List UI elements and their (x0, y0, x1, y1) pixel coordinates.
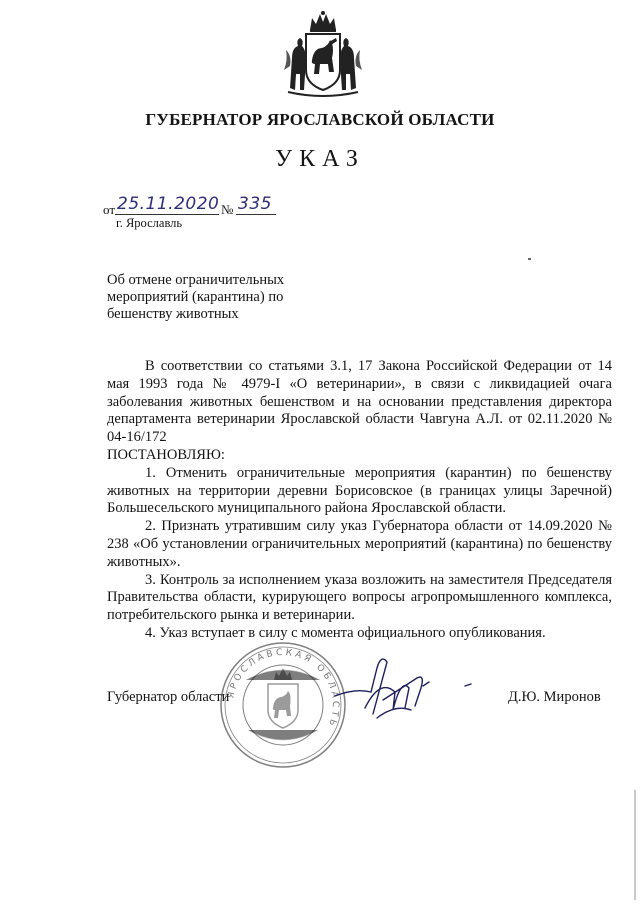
scan-speck (528, 258, 531, 260)
svg-text:ЯРОСЛАВСКАЯ ОБЛАСТЬ (226, 648, 340, 730)
date-from-label: от (103, 202, 116, 217)
handwritten-date: 25.11.2020 (117, 194, 220, 214)
resolution-item-2: 2. Признать утратившим силу указ Губернатора области от 14.09.2020 № 238 «Об установлении ограничительных мероприятий (карантина) по бешенству животных». (107, 518, 612, 570)
signatory-title: Губернатор области (107, 689, 230, 705)
document-subject: Об отмене ограничительных мероприятий (карантина) по бешенству животных (107, 272, 285, 322)
document-body (107, 358, 612, 643)
resolution-item-4: 4. Указ вступает в силу с момента официального опубликования. (145, 624, 546, 641)
signatory-name: Д.Ю. Миронов (508, 689, 601, 705)
city-label: г. Ярославль (116, 216, 183, 230)
document-type-title: УКАЗ (275, 146, 365, 172)
date-underline (115, 214, 219, 215)
resolution-item-1: 1. Отменить ограничительные мероприятия (карантин) по бешенству животных на территории деревни Борисовское (в границах улицы Заречной) Большесельского муниципального района Ярославской области. (107, 464, 612, 517)
coat-of-arms-icon (282, 10, 364, 98)
resolution-item-3: 3. Контроль за исполнением указа возложить на заместителя Председателя Правительства области, курирующего вопросы агропромышленного комплекса, потребительского рынка и ветеринарии. (107, 571, 612, 624)
preamble-paragraph: В соответствии со статьями 3.1, 17 Закона Российской Федерации от 14 мая 1993 года № 4979-I «О ветеринарии», в связи с ликвидацией очага заболевания животных бешенством и на основании представления директора департамента ветеринарии Ярославской области Чавгуна А.Л. от 02.11.2020 № 04-16/172 (107, 358, 612, 446)
number-label: № (221, 202, 234, 217)
organization-title: ГУБЕРНАТОР ЯРОСЛАВСКОЙ ОБЛАСТИ (145, 110, 495, 129)
handwritten-number: 335 (238, 194, 272, 214)
number-underline (236, 214, 276, 215)
handwritten-signature (325, 648, 485, 728)
scan-edge-shadow (634, 790, 636, 900)
resolve-heading: ПОСТАНОВЛЯЮ: (107, 446, 225, 463)
seal-text: ЯРОСЛАВСКАЯ ОБЛАСТЬ (226, 647, 341, 730)
